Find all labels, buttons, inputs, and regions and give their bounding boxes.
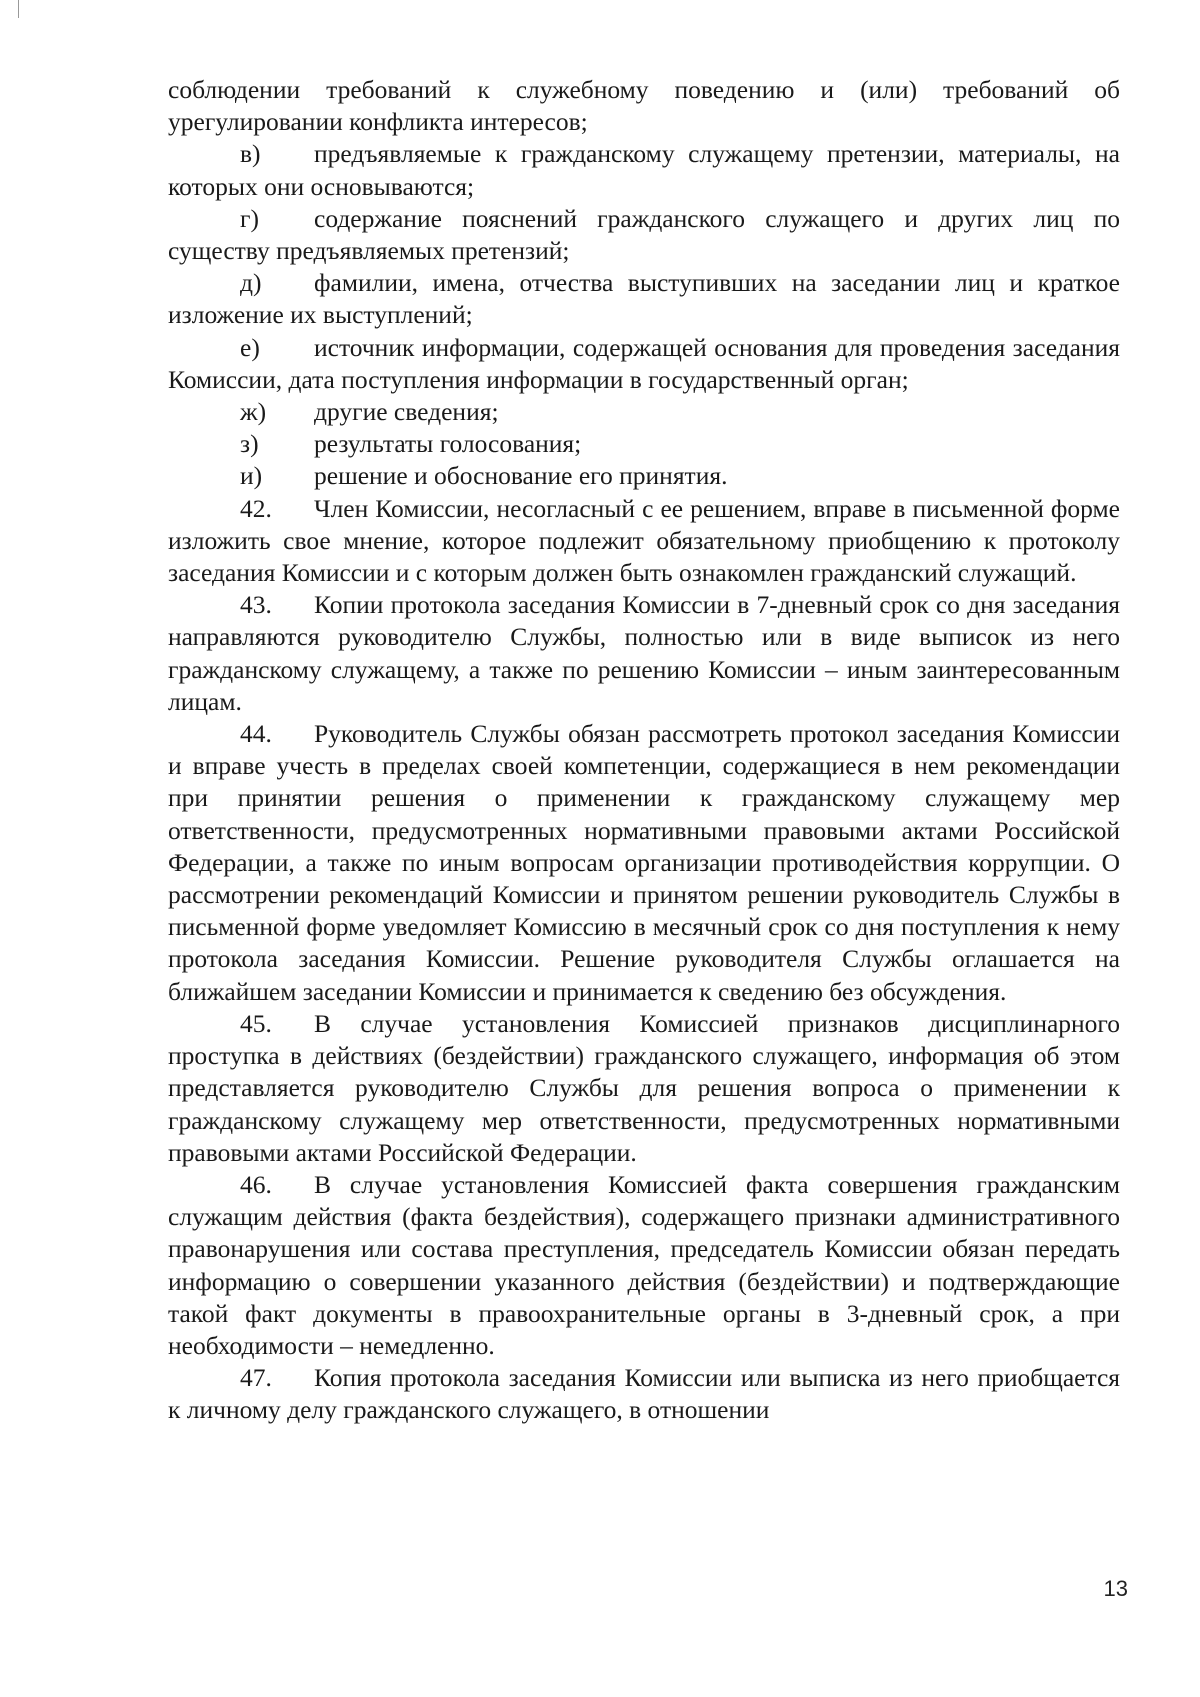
paragraph-marker: 47. [240,1363,272,1393]
paragraph-item-g [168,203,1120,267]
paragraph-item-v [168,138,1120,202]
paragraph-marker: 44. [240,719,272,749]
paragraph-text: другие сведения; [314,397,499,427]
paragraph-clause-47 [168,1362,1120,1426]
paragraph-clause-45 [168,1008,1120,1169]
paragraph-text: Руководитель Службы обязан рассмотреть протокол заседания Комиссии и вправе учесть в пределах своей компетенции, содержащиеся в нем рекомендации при принятии решения о применении к гражданскому служащему мер ответственности, предусмотренных нормативными правовыми актами Российской Федерации, а также по иным вопросам организации противодействия коррупции. О рассмотрении рекомендаций Комиссии и принятом решении руководитель Службы в письменной форме уведомляет Комиссию в месячный срок со дня поступления к нему протокола заседания Комиссии. Решение руководителя Службы оглашается на ближайшем заседании Комиссии и принимается к сведению без обсуждения. [168,719,1120,1006]
scan-edge-mark [18,0,19,18]
paragraph-marker: 43. [240,590,272,620]
paragraph-marker: е) [240,332,260,362]
paragraph-marker: 46. [240,1169,272,1199]
paragraph-item-zh [168,396,1120,428]
paragraph-text: Копии протокола заседания Комиссии в 7-дневный срок со дня заседания направляются руководителю Службы, полностью или в виде выписок из него гражданскому служащему, а также по решению Комиссии – иным заинтересованным лицам. [168,590,1120,716]
paragraph-clause-44 [168,718,1120,1008]
paragraph-text: В случае установления Комиссией признаков дисциплинарного проступка в действиях (бездействии) гражданского служащего, информация об этом представляется руководителю Службы для решения вопроса о применении к гражданскому служащему мер ответственности, предусмотренных нормативными правовыми актами Российской Федерации. [168,1008,1120,1167]
paragraph-marker: в) [240,139,261,169]
paragraph-text: решение и обоснование его принятия. [314,461,728,491]
paragraph-clause-43 [168,589,1120,718]
paragraph-item-e [168,332,1120,396]
paragraph-text: Копия протокола заседания Комиссии или выписка из него приобщается к личному делу гражданского служащего, в отношении [168,1363,1120,1425]
paragraph-text: соблюдении требований к служебному поведению и (или) требований об урегулировании конфликта интересов; [168,75,1120,137]
page-number: 13 [1103,1576,1128,1601]
paragraph-item-d [168,267,1120,331]
paragraph-text: содержание пояснений гражданского служащего и других лиц по существу предъявляемых претензий; [168,203,1120,266]
paragraph-marker: ж) [240,397,267,427]
paragraph-marker: з) [240,429,259,459]
paragraph-item-z [168,428,1120,460]
paragraph-text: источник информации, содержащей основания для проведения заседания Комиссии, дата поступления информации в государственный орган; [168,332,1120,394]
paragraph-text: результаты голосования; [314,429,582,459]
paragraph-text: Член Комиссии, несогласный с ее решением, вправе в письменной форме изложить свое мнение, которое подлежит обязательному приобщению к протоколу заседания Комиссии и с которым должен быть ознакомлен гражданский служащий. [168,493,1120,588]
paragraph-clause-46 [168,1169,1120,1362]
paragraph-marker: д) [240,268,262,298]
paragraph-text: В случае установления Комиссией факта совершения гражданским служащим действия (факта бездействия), содержащего признаки административного правонарушения или состава преступления, председатель Комиссии обязан передать информацию о совершении указанного действия (бездействии) и подтверждающие такой факт документы в правоохранительные органы в 3-дневный срок, а при необходимости – немедленно. [168,1169,1120,1360]
document-body [168,74,1120,1427]
paragraph-marker: г) [240,203,259,233]
paragraph-continuation [168,74,1120,138]
paragraph-marker: и) [240,461,263,491]
paragraph-marker: 45. [240,1008,272,1038]
paragraph-text: фамилии, имена, отчества выступивших на заседании лиц и краткое изложение их выступлений; [168,268,1120,330]
paragraph-item-i [168,460,1120,492]
paragraph-text: предъявляемые к гражданскому служащему претензии, материалы, на которых они основываются; [168,139,1120,201]
paragraph-marker: 42. [240,493,272,523]
paragraph-clause-42 [168,493,1120,590]
